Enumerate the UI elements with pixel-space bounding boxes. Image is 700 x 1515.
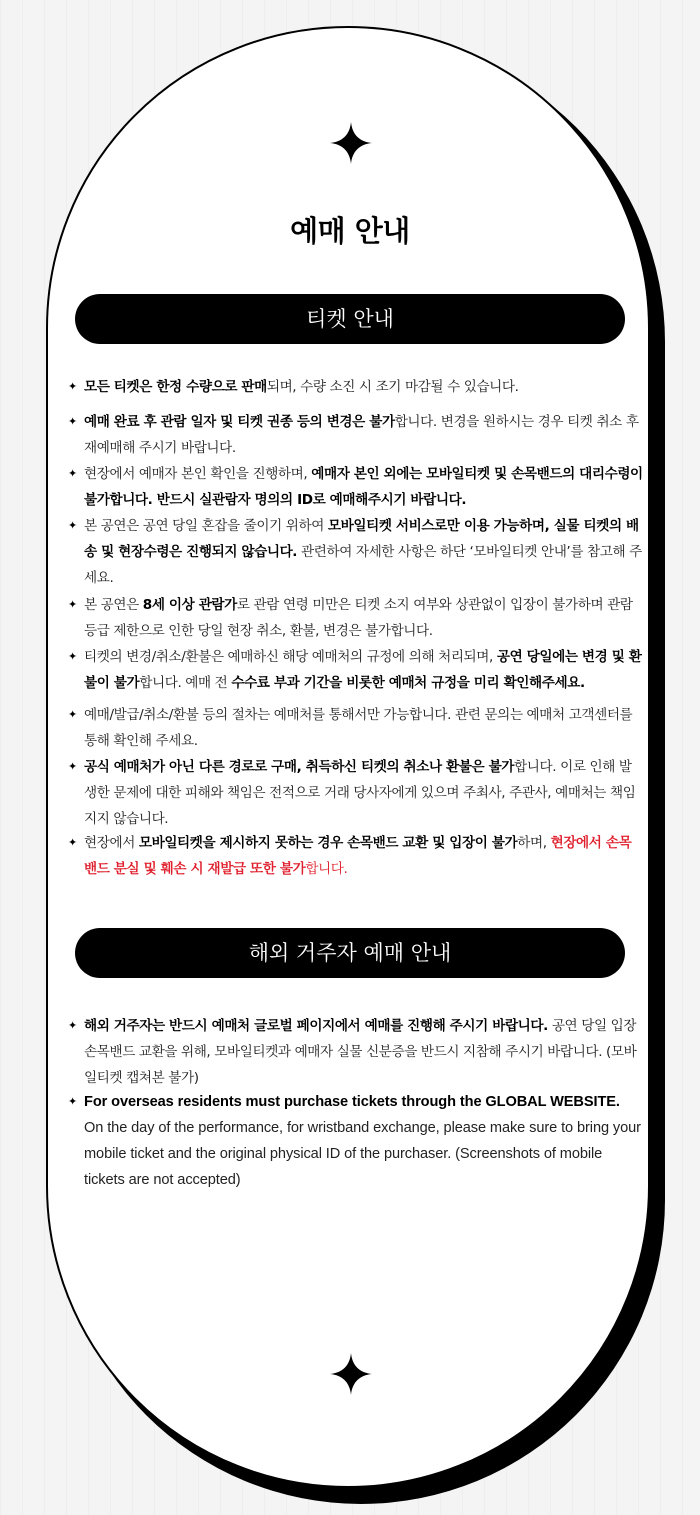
text-segment: 공연 당일에는 변경 및 환불이 불가 [84, 649, 642, 691]
list-item [68, 374, 643, 400]
page-title: 예매 안내 [290, 214, 410, 248]
four-point-star-icon [330, 122, 372, 164]
text-segment: 모든 티켓은 한정 수량으로 판매 [84, 379, 267, 395]
sparkle-bullet-icon: ✦ [68, 650, 77, 663]
text-segment: 현장에서 예매자 본인 확인을 진행하며, [84, 466, 312, 482]
section-title-ticket-info: 티켓 안내 [75, 294, 625, 344]
text-segment: 예매자 본인 외에는 모바일티켓 및 손목밴드의 대리수령이 불가합니다. 반드시 실관람자 명의의 ID로 예매해주시기 바랍니다. [84, 466, 643, 508]
list-item-text [84, 409, 643, 461]
list-item-text [84, 1013, 643, 1091]
text-segment: 합니다. 변경을 원하시는 경우 티켓 취소 후 재예매해 주시기 바랍니다. [84, 414, 639, 456]
sparkle-bullet-icon: ✦ [68, 415, 77, 428]
list-item-text [84, 830, 643, 882]
list-item-text [84, 513, 643, 591]
sparkle-bullet-icon: ✦ [68, 1019, 77, 1032]
sparkle-bullet-icon: ✦ [68, 519, 77, 532]
text-segment: 공식 예매처가 아닌 다른 경로로 구매, 취득하신 티켓의 취소나 환불은 불가 [84, 759, 515, 775]
list-item [68, 644, 643, 696]
text-segment: 합니다. 예매 전 [139, 675, 232, 691]
text-segment: 되며, 수량 소진 시 조기 마감될 수 있습니다. [266, 379, 519, 395]
sparkle-bullet-icon: ✦ [68, 467, 77, 480]
text-segment: 로 관람 연령 미만은 티켓 소지 여부와 상관없이 입장이 불가하며 관람 등급 제한으로 인한 당일 현장 취소, 환불, 변경은 불가합니다. [84, 597, 633, 639]
text-segment: 모바일티켓 서비스로만 이용 가능하며, 실물 티켓의 배송 및 현장수령은 진행되지 않습니다. [84, 518, 639, 560]
text-segment: 예매 완료 후 관람 일자 및 티켓 권종 등의 변경은 불가 [84, 414, 395, 430]
four-point-star-icon [330, 1353, 372, 1395]
sparkle-bullet-icon: ✦ [68, 708, 77, 721]
list-item-text [84, 461, 643, 513]
list-item-text [84, 1089, 643, 1193]
text-segment: 8세 이상 관람가 [142, 597, 237, 613]
text-segment: 현장에서 손목밴드 분실 및 훼손 시 재발급 또한 불가 [84, 835, 632, 877]
sparkle-bullet-icon: ✦ [68, 760, 77, 773]
list-item-text [84, 702, 643, 754]
list-item [68, 513, 643, 591]
text-segment: 수수료 부과 기간을 비롯한 예매처 규정을 미리 확인해주세요. [231, 675, 585, 691]
sparkle-bullet-icon: ✦ [68, 380, 77, 393]
text-segment: 합니다. 이로 인해 발생한 문제에 대한 피해와 책임은 전적으로 거래 당사자에게 있으며 주최사, 주관사, 예매처는 책임지지 않습니다. [84, 759, 636, 827]
text-segment: 합니다. [305, 861, 348, 877]
list-item-text [84, 644, 643, 696]
list-item-text [84, 754, 643, 832]
sparkle-bullet-icon: ✦ [68, 1096, 78, 1108]
sparkle-bullet-icon: ✦ [68, 598, 77, 611]
list-item [68, 1089, 643, 1193]
list-item [68, 592, 643, 644]
text-segment: 모바일티켓을 제시하지 못하는 경우 손목밴드 교환 및 입장이 불가 [138, 835, 518, 851]
list-item [68, 754, 643, 832]
text-segment: For overseas residents must purchase tickets through the GLOBAL WEBSITE. [84, 1094, 620, 1110]
section-title-overseas: 해외 거주자 예매 안내 [75, 928, 625, 978]
list-item-text [84, 592, 643, 644]
list-item [68, 702, 643, 754]
text-segment: 공연 당일 입장 손목밴드 교환을 위해, 모바일티켓과 예매자 실물 신분증을 반드시 지참해 주시기 바랍니다. (모바일티켓 캡쳐본 불가) [84, 1018, 637, 1086]
list-item [68, 1013, 643, 1091]
text-segment: 본 공연은 공연 당일 혼잡을 줄이기 위하여 [84, 518, 328, 534]
sparkle-bullet-icon: ✦ [68, 836, 77, 849]
text-segment: 관련하여 자세한 사항은 하단 ‘모바일티켓 안내’를 참고해 주세요. [84, 544, 642, 586]
text-segment: 현장에서 [84, 835, 139, 851]
text-segment: 하며, [517, 835, 551, 851]
list-item-text [84, 374, 643, 400]
text-segment: 본 공연은 [84, 597, 143, 613]
text-segment: 티켓의 변경/취소/환불은 예매하신 해당 예매처의 규정에 의해 처리되며, [84, 649, 497, 665]
text-segment: 해외 거주자는 반드시 예매처 글로벌 페이지에서 예매를 진행해 주시기 바랍니다. [84, 1018, 548, 1034]
list-item [68, 461, 643, 513]
text-segment: On the day of the performance, for wristband exchange, please make sure to bring your mobile ticket and the original physical ID of the purchaser. (Screenshots of mobile tickets are not accepted) [84, 1120, 641, 1188]
text-segment: 예매/발급/취소/환불 등의 절차는 예매처를 통해서만 가능합니다. 관련 문의는 예매처 고객센터를 통해 확인해 주세요. [84, 707, 633, 749]
list-item [68, 409, 643, 461]
list-item [68, 830, 643, 882]
